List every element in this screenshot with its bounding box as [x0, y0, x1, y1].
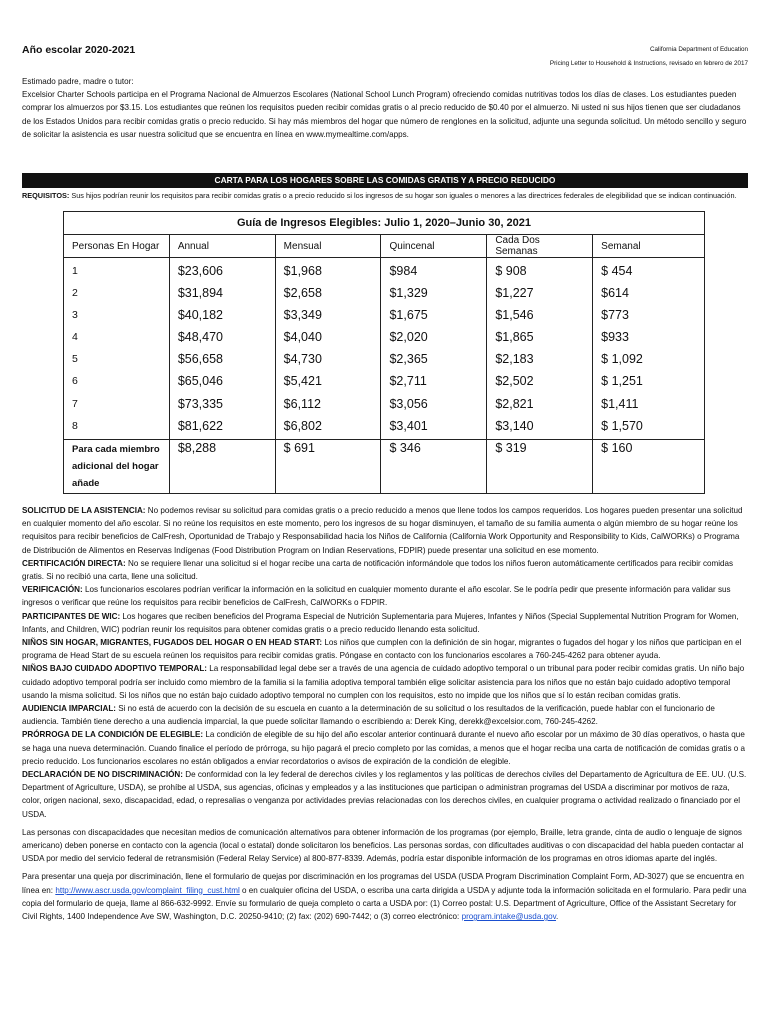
table-cell: 1	[72, 265, 78, 277]
column-header: Cada Dos Semanas	[487, 235, 593, 258]
table-cell: 7	[72, 397, 78, 410]
column-header: Personas En Hogar	[64, 235, 170, 258]
table-cell: $4,040	[283, 330, 322, 345]
table-cell: $3,349	[283, 308, 322, 323]
table-cell: $31,894	[177, 286, 224, 301]
section-label: NIÑOS SIN HOGAR, MIGRANTES, FUGADOS DEL HOGAR O EN HEAD START:	[22, 638, 323, 648]
section-label: SOLICITUD DE LA ASISTENCIA:	[22, 506, 146, 515]
column-values	[593, 258, 705, 440]
letter-banner: CARTA PARA LOS HOGARES SOBRE LAS COMIDAS GRATIS Y A PRECIO REDUCIDO	[22, 173, 748, 188]
column-values	[487, 258, 593, 440]
policy-section	[22, 610, 750, 636]
section-text: La responsabilidad legal debe ser a través de una agencia de cuidado adoptivo temporal o un tribunal para poder recibir comidas gratis. Un niño bajo cuidado adoptivo temporal podría ser incluido como miembro de la familia si la familia adoptiva temporal también elige solicitar asistencia para los niños que no están bajo cuidado adoptivo temporal usando la misma solicitud. Si los niños que no están bajo cuidado adoptivo temporal no cumplen con los requisitos, esto no impide que los niños que sí lo están reciban comidas gratis.	[22, 664, 745, 700]
table-cell: $73,335	[177, 396, 224, 411]
table-cell: $1,546	[495, 308, 534, 323]
complaint-paragraph	[22, 870, 750, 923]
table-cell: $1,675	[389, 308, 428, 323]
table-cell: 5	[72, 353, 78, 366]
requirements-text: Sus hijos podrían reunir los requisitos para recibir comidas gratis o a precio reducido si los ingresos de su hogar son iguales o menores a las directrices federales de elegibilidad que se indican continuación.	[69, 191, 737, 200]
table-cell: $ 691	[275, 439, 381, 493]
table-cell: $1,865	[495, 330, 534, 345]
disability-paragraph: Las personas con discapacidades que necesitan medios de comunicación alternativos para obtener información de los programas (por ejemplo, Braille, letra grande, cinta de audio o lenguaje de signos americano) deben ponerse en contacto con la agencia (local o estatal) donde solicitaron los beneficios. Las personas sordas, con dificultades auditivas o con discapacidad del habla pueden contactar al USDA por medio del servicio federal de retransmisión (Federal Relay Service) al 800-877-8339. Además, podría estar disponible información de los programas en otros idiomas aparte del inglés.	[22, 827, 744, 864]
table-cell: $40,182	[177, 308, 224, 323]
complaint-text: o en cualquier oficina del USDA, o escriba una carta dirigida a USDA y adjunte toda la información solicitada en el formulario. Para pedir una copia del formulario de queja, llame al 866-632-9992. Envíe su formulario de queja completo o carta a USDA por: (1) Correo postal: U.S. Department of Agriculture, Office of the Assistant Secretary for Civil Rights, 1400 Independence Ave SW, Washington, D.C. 20250-9410; (2) fax: (202) 690-7442; o (3) correo electrónico:	[22, 885, 747, 922]
section-text: Los niños que cumplen con la definición de sin hogar, migrantes o fugados del hogar y los niños que participan en el programa de Head Start de su escuela reúnen los requisitos para recibir comidas gratis. Póngase en contacto con los funcionarios escolares a 760-245-4262 para obtener ayuda.	[22, 638, 742, 661]
complaint-text: .	[556, 912, 559, 922]
table-cell: $ 1,570	[601, 418, 643, 433]
policy-section	[22, 728, 750, 768]
table-cell: $1,968	[283, 264, 322, 278]
table-caption: Guía de Ingresos Elegibles: Julio 1, 2020–Junio 30, 2021	[64, 212, 705, 235]
table-cell: $23,606	[177, 264, 224, 278]
table-cell: Para cada miembro adicional del hogar añade	[64, 439, 170, 493]
table-cell: $614	[601, 286, 629, 301]
policy-section	[22, 583, 750, 609]
table-cell: $1,329	[389, 286, 428, 301]
table-cell: $2,365	[389, 352, 428, 367]
column-header: Mensual	[275, 235, 381, 258]
table-cell: $ 346	[381, 439, 487, 493]
section-text: Los funcionarios escolares podrían verificar la información en la solicitud en cualquier momento durante el año escolar. Se le podría pedir que presente información para validar sus ingresos o verificar que reúne los requisitos para recibir beneficios de CalFresh, CalWORKs o FDPIR.	[22, 585, 731, 608]
table-header-row	[64, 235, 705, 258]
section-label: PRÓRROGA DE LA CONDICIÓN DE ELEGIBLE:	[22, 730, 204, 740]
section-label: DECLARACIÓN DE NO DISCRIMINACIÓN:	[22, 770, 183, 780]
table-cell: $773	[601, 308, 629, 323]
complaint-text: Para presentar una queja por discriminación, llene el formulario de quejas por discriminación en los programas del USDA (USDA Program Discrimination Complaint Form, AD-3027) que se encuentra en línea en:	[22, 872, 745, 895]
table-cell: $1,411	[601, 396, 639, 411]
table-cell: $3,140	[495, 418, 534, 433]
table-cell: $2,502	[495, 374, 534, 389]
section-label: VERIFICACIÓN:	[22, 585, 83, 595]
table-cell: $2,821	[495, 396, 534, 411]
section-text: No podemos revisar su solicitud para comidas gratis o a precio reducido a menos que llene todos los campos requeridos. Los hogares pueden presentar una solicitud en cualquier momento del año escolar. Si no reúne los requisitos en este momento, pero los ingresos de su hogar disminuyen, el tamaño de su familia aumenta o algún miembro de su hogar reúne los requisitos para recibir beneficios de CalFresh, Oportunidad de Trabajo y Responsabilidad hacia los Niños de California (California Work Opportunity and Responsibility to Kids, CalWORKs) o Programa de Distribución de Alimentos en Reservas Indígenas (Food Distribution Program on Indian Reservations, FDPIR) puede presentar una solicitud en ese momento.	[22, 506, 743, 555]
table-cell: 2	[72, 287, 78, 300]
section-text: La condición de elegible de su hijo del año escolar anterior continuará durante el nuevo año escolar por un máximo de 30 días operativos, o hasta que se haga una nueva determinación. Cuando finalice el período de prórroga, su hijo pagará el precio completo por las comidas, a menos que el hogar reciba una carta de notificación de comidas gratis o a precio reducido. Los funcionarios escolares no están obligados a enviar recordatorios o avisos de expiración de la condición de elegible.	[22, 730, 746, 766]
table-cell: $65,046	[177, 374, 224, 389]
section-label: AUDIENCIA IMPARCIAL:	[22, 704, 116, 714]
requirements-label: REQUISITOS:	[22, 191, 70, 200]
table-cell: $6,802	[283, 418, 322, 433]
section-text: Los hogares que reciben beneficios del Programa Especial de Nutrición Suplementaria para Mujeres, Infantes y Niños (Special Supplemental Nutrition Program for Women, Infants, and Children, WIC) podrían reunir los requisitos para obtener comidas gratis o a precio reducido llenando esta solicitud.	[22, 611, 739, 634]
table-cell: 3	[72, 309, 78, 322]
column-values	[275, 258, 381, 440]
column-header: Semanal	[593, 235, 705, 258]
policy-section	[22, 662, 750, 702]
table-cell: $3,056	[389, 396, 428, 411]
policy-section	[22, 504, 750, 557]
table-cell: 8	[72, 419, 78, 432]
table-cell: $ 1,251	[601, 374, 643, 389]
policy-section	[22, 557, 750, 583]
table-cell: $984	[389, 264, 418, 278]
table-additional-row	[64, 439, 705, 493]
table-cell: $56,658	[177, 352, 224, 367]
table-cell: $6,112	[283, 396, 321, 411]
school-year: Año escolar 2020-2021	[22, 44, 136, 56]
table-body-rows	[64, 258, 705, 440]
table-cell: $5,421	[283, 374, 322, 389]
table-cell: $ 1,092	[601, 352, 643, 367]
column-header: Annual	[169, 235, 275, 258]
column-header: Quincenal	[381, 235, 487, 258]
income-guidelines-table	[63, 211, 705, 494]
table-cell: $ 454	[601, 264, 633, 278]
table-cell: 6	[72, 375, 78, 388]
table-cell: 4	[72, 331, 78, 344]
section-text: Si no está de acuerdo con la decisión de su escuela en cuanto a la determinación de su solicitud o los resultados de la verificación, puede hablar con el funcionario de audiencia. También tiene derecho a una audiencia imparcial, la que puede solicitar llamando o escribiendo a: Derek King, derekk@excelsior.com, 760-245-4262.	[22, 704, 715, 727]
policy-section	[22, 636, 750, 662]
column-values	[64, 258, 170, 440]
column-values	[381, 258, 487, 440]
section-label: CERTIFICACIÓN DIRECTA:	[22, 558, 126, 568]
table-cell: $2,183	[495, 352, 534, 367]
table-cell: $ 160	[593, 439, 705, 493]
policy-sections	[22, 504, 750, 923]
email-link[interactable]: program.intake@usda.gov	[461, 912, 557, 922]
section-text: De conformidad con la ley federal de derechos civiles y los reglamentos y las políticas de derechos civiles del Departamento de Agricultura de EE. UU. (U.S. Department of Agriculture, USDA), se prohíbe al USDA, sus agencias, oficinas y empleados y a las instituciones que participan o administran programas del USDA a discriminar por motivos de raza, color, origen nacional, sexo, discapacidad, edad, o represalias o venganza por actividades previas relacionadas con los derechos civiles, en cualquier programa o actividad realizado o financiado por el USDA.	[22, 770, 747, 819]
letter-note: Pricing Letter to Household & Instructions, revisado en febrero de 2017	[549, 60, 748, 67]
table-cell: $ 319	[487, 439, 593, 493]
table-cell: $1,227	[495, 286, 534, 301]
column-values	[169, 258, 275, 440]
table-cell: $4,730	[283, 352, 322, 367]
greeting: Estimado padre, madre o tutor:	[22, 77, 134, 86]
table-cell: $81,622	[177, 418, 224, 433]
table-cell: $ 908	[495, 264, 527, 278]
section-label: PARTICIPANTES DE WIC:	[22, 611, 121, 621]
section-label: NIÑOS BAJO CUIDADO ADOPTIVO TEMPORAL:	[22, 664, 207, 674]
policy-section	[22, 702, 750, 728]
policy-section	[22, 768, 750, 821]
table-cell: $48,470	[177, 330, 224, 345]
table-cell: $8,288	[169, 439, 275, 493]
agency-name: California Department of Education	[649, 46, 748, 53]
table-cell: $3,401	[389, 418, 428, 433]
section-text: No se requiere llenar una solicitud si el hogar recibe una carta de notificación informándole que todos los niños fueron automáticamente certificados para recibir comidas gratis. Si no recibió una carta, llene una solicitud.	[22, 558, 734, 582]
requirements-paragraph	[22, 190, 748, 201]
page-header	[22, 44, 748, 74]
table-cell: $933	[601, 330, 629, 345]
table-cell: $2,658	[283, 286, 322, 301]
table-cell: $2,020	[389, 330, 428, 345]
table-cell: $2,711	[389, 374, 427, 389]
complaint-form-link[interactable]: http://www.ascr.usda.gov/complaint_filing_cust.html	[55, 885, 240, 895]
intro-paragraph: Excelsior Charter Schools participa en el Programa Nacional de Almuerzos Escolares (National School Lunch Program) ofreciendo comidas nutritivas todos los días de clases. Los estudiantes pueden comprar los almuerzos por $3.15. Los estudiantes que reúnen los requisitos pueden recibir comidas gratis o al precio reducido de $0.40 por el almuerzo. Ni usted ni sus hijos tienen que ser ciudadanos de los Estados Unidos para recibir comidas gratis o precio reducido. Si hay más miembros del hogar que número de renglones en la solicitud, adjunte una segunda solicitud. Un método sencillo y seguro de solicitar la asistencia es usar nuestra solicitud que se encuentra en línea en www.mymealtime.com/apps.	[22, 90, 747, 140]
